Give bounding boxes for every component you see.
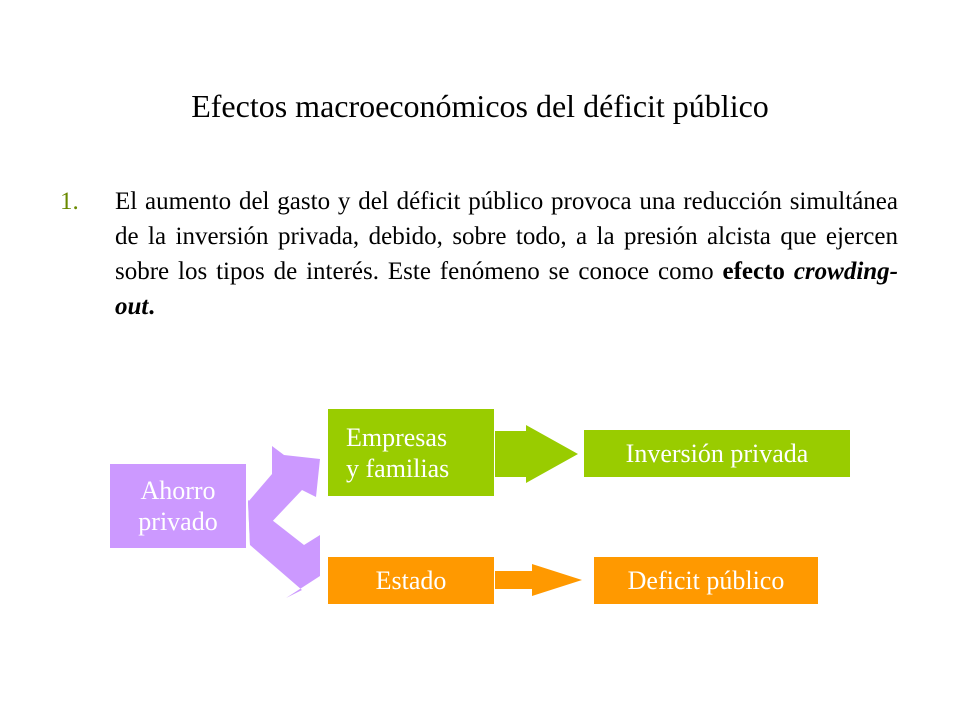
emphasis-term-period: . [148,293,155,320]
estado-box [328,557,494,604]
list-item-body: El aumento del gasto y del déficit público provoca una reducción simultánea de la inversión privada, debido, sobre todo, a la presión alcista que ejercen sobre los tipos de interés. Este fenómeno se conoce como [115,188,898,285]
estado-label: Estado [375,566,447,595]
lower-split-arrow [248,500,320,598]
empresas-familias-box [328,409,494,496]
ahorro-privado-line2: privado [138,507,218,536]
emphasis-term-italic: crowding-out [115,258,898,320]
ahorro-privado-line1: Ahorro [140,476,216,505]
inversion-privada-box [584,430,850,477]
emphasis-term-prefix: efecto [722,258,794,285]
empresas-familias-line2: y familias [346,453,450,483]
ahorro-privado-box [110,464,246,548]
slide-title: Efectos macroeconómicos del déficit público [191,88,769,124]
inversion-privada-label: Inversión privada [625,439,809,468]
deficit-publico-box [594,557,818,604]
list-item-number: 1. [60,188,79,215]
green-arrow [495,425,578,483]
deficit-publico-label: Deficit público [627,566,785,595]
orange-arrow [495,564,582,596]
empresas-familias-line1: Empresas [346,422,448,452]
